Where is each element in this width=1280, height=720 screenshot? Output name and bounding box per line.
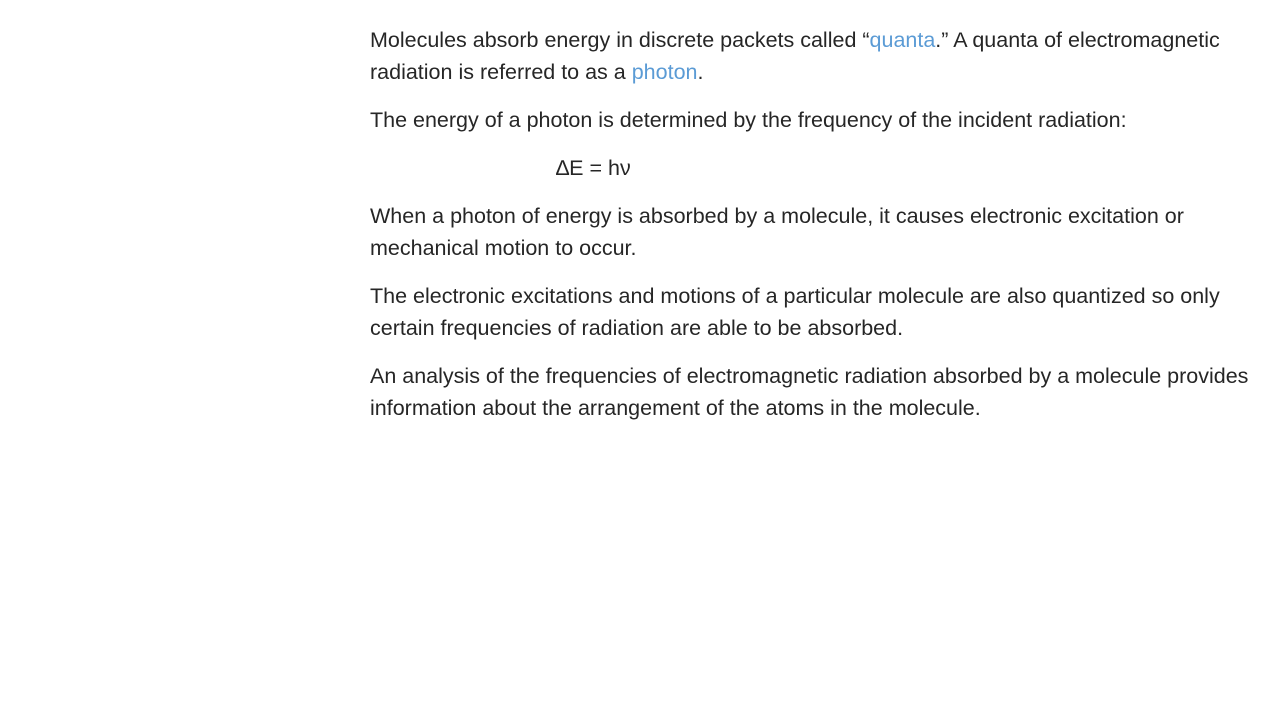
- paragraph-quanta-intro: Molecules absorb energy in discrete packets called “: [370, 28, 870, 52]
- energy-formula: ∆E = hν: [556, 156, 631, 180]
- paragraph-quanta-end: .: [697, 60, 704, 84]
- slide-text-body: [370, 24, 1265, 440]
- term-photon: photon: [631, 60, 698, 84]
- paragraph-analysis: An analysis of the frequencies of electromagnetic radiation absorbed by a molecule provides information about the arrangement of the atoms in the molecule.: [370, 364, 1249, 420]
- paragraph-quantized: The electronic excitations and motions of a particular molecule are also quantized so only certain frequencies of radiation are able to be absorbed.: [370, 284, 1220, 340]
- term-quanta: quanta: [869, 28, 936, 52]
- paragraph-quanta: [370, 24, 1265, 88]
- paragraph-absorption: When a photon of energy is absorbed by a molecule, it causes electronic excitation or mechanical motion to occur.: [370, 204, 1184, 260]
- paragraph-quanta-middle: .” A quanta of electromagnetic radiation is referred to as a: [370, 28, 1220, 84]
- paragraph-photon-energy: The energy of a photon is determined by the frequency of the incident radiation:: [370, 108, 1127, 132]
